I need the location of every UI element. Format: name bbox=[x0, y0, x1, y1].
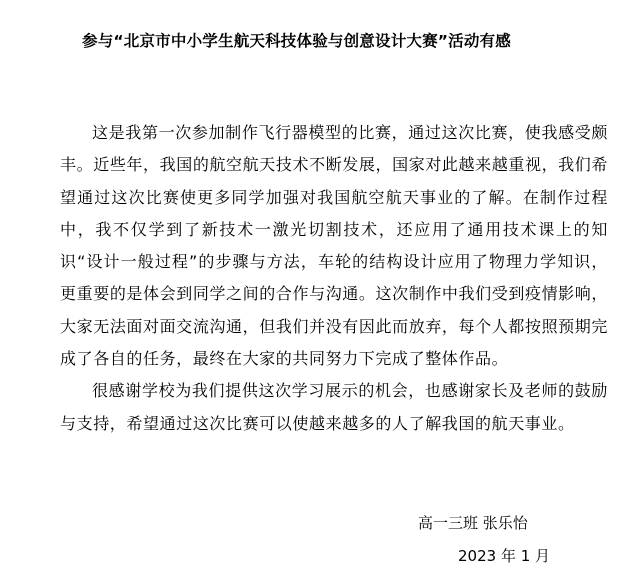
body-paragraph-2: 很感谢学校为我们提供这次学习展示的机会，也感谢家长及老师的鼓励与支持，希望通过这次比赛可以使越来越多的人了解我国的航天事业。 bbox=[60, 381, 608, 433]
document-title: 参与“北京市中小学生航天科技体验与创意设计大赛”活动有感 bbox=[82, 32, 511, 50]
body-paragraph-1: 这是我第一次参加制作飞行器模型的比赛，通过这次比赛，使我感受颇丰。近些年，我国的航空航天技术不断发展，国家对此越来越重视，我们希望通过这次比赛使更多同学加强对我国航空航天事业的了解。在制作过程中，我不仅学到了新技术一激光切割技术，还应用了通用技术课上的知识“设计一般过程”的步骤与方法，车轮的结构设计应用了物理力学知识，更重要的是体会到同学之间的合作与沟通。这次制作中我们受到疫情影响，大家无法面对面交流沟通，但我们并没有因此而放弃，每个人都按照预期完成了各自的任务，最终在大家的共同努力下完成了整体作品。 bbox=[60, 123, 608, 369]
author-signature: 高一三班 张乐怡 bbox=[418, 514, 528, 532]
document-body bbox=[60, 117, 608, 440]
document-date: 2023 年 1 月 bbox=[458, 547, 551, 565]
